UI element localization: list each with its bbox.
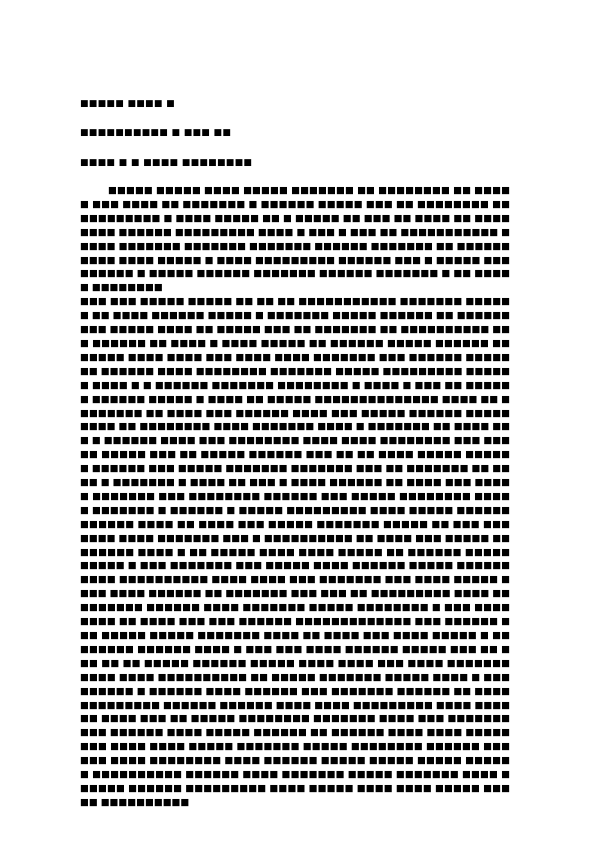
paragraph-2: ■■■ ■■■ ■■■■■ ■■■■■ ■■ ■■ ■■ ■■■■■■■■■■■ ■■■■■■■ ■■■■■■ ■■ ■■■■ ■■■■■■ ■■■■■ ■ ■■■■■■■ ■■■■■ ■■■■■■ ■■ ■■■■■■ ■■■ ■■■■■ ■■■■ ■■ ■■■■■ ■■■ ■■ ■■■■■■■ ■■ ■■■■■■■■■■ ■■■ ■■■■■■ ■■ ■■■■ ■ ■■■■ ■■■■■ ■■ ■■■■■■ ■■■■■ ■■■■■■ ■■■■■■■ ■■■■ ■■■■ ■■■ ■■■■ ■■■■ ■■■■■■■ ■■■ ■■■■■■ ■■■■■■■ ■■■■■■ ■■■■ ■■■■■■■■ ■■■■■■■ ■■■■■ ■■■■■■■■■ ■■■■■■ ■■■■ ■ ■ ■■■■■■ ■■■■■■■ ■■■■■■■■ ■ ■■■■ ■ ■■■ ■■ ■■■■■■ ■■■■■■ ■■■■■ ■ ■■■■ ■■ ■■■■■ ■■■■■■■■■■■■■■ ■■■■ ■■ ■ ■■■■■■■ ■■ ■■■■ ■■■ ■■■■■■ ■■■■ ■■■ ■■■■■ ■■■■■■ ■■■■■ ■■■■ ■■ ■■■■■■■■ ■■■■ ■■■■■■■ ■■■■ ■ ■■■■■■■ ■■ ■■■■ ■■■ ■ ■■■■■■ ■■■■ ■■■ ■■■■■■■■ ■■■■ ■■■■ ■■■■■■■■ ■■■ ■■■■■ ■■■■■ ■■■ ■■ ■■■■■ ■■■■■■ ■■■ ■■ ■■ ■■■■ ■■■■■ ■■■■■■ ■■■■■■ ■■■ ■■■■■ ■■■■■■■ ■■■■■■■ ■■■ ■■ ■■■■■■■ ■■ ■■■■ ■ ■■■■■■■ ■ ■■■■ ■■ ■■■ ■ ■■■■ ■■■■■■ ■■ ■■■■ ■■■ ■■■■■ ■■■■■■■ ■■■ ■■■■■■■■ ■■■■■■ ■■■ ■■■■■ ■■■■■■■■ ■■■■ ■ ■■■■■■■ ■ ■■■■■■ ■ ■■■■■ ■■■■■■■■■ ■■■■ ■■■■■ ■■■■■■ ■■■■■■ ■■■■ ■■ ■■■■ ■■■ ■■■■■ ■■■■■■■ ■■■■■ ■■ ■■■ ■■■ ■■■■ ■■■■ ■■■■■■■ ■■■ ■ ■■■■■■■■■■ ■■ ■■■■ ■■■ ■■■■■ ■■ ■■■■■■ ■■■■ ■ ■■ ■■■■■ ■■■■ ■■■■ ■■■■■ ■■ ■■■■■■ ■■■■■ ■■■■■ ■ ■■■ ■■■■■■■ ■■■ ■■■■■ ■■■■ ■■■■■■ ■■■■■ ■■■■■■ ■■■■ ■■■■■■■■■■ ■■■■ ■■■■ ■■■ ■■■■■■■ ■■■ ■■■■ ■■■■■ ■■■■ ■■■■ ■■■■■■ ■■ ■■■■■■■ ■■■ ■■■ ■■ ■■■■■■■■■ ■■■■ ■■■■■■■■■ ■■■■■■ ■■■■ ■■■■■■■ ■■■■■ ■■■■■■■■ ■ ■■■ ■■■■■■■■ ■■ ■■■■ ■■■ ■■■ ■■■■■■ ■■■■■■■■■■■■■ ■■■ ■■■■■■ ■■■ ■■■■■ ■■■■■ ■■■■■■■ ■■■■ ■■ ■■■■ ■■■ ■■■■ ■■■■■ ■ ■■■■■■■■ ■■■■■■ ■■■■ ■ ■■■ ■■■ ■■■■ ■■■■■■ ■■■■■ ■■■ ■■ ■■■ ■■ ■■ ■■■■■ ■■■■■■ ■■■■■ ■■■■ ■■■■ ■■■ ■■■■ ■■■■■■■ ■■■■ ■■■■ ■■■■■■■■■■ ■■ ■■■■■ ■■■■■■■ ■■■■■ ■■■■ ■ ■■■ ■■■■■■ ■ ■■■■■■ ■■■■ ■■■■■■ ■■■ ■■■■■■■ ■■■■■■ ■■ ■■■■ ■■■■■■■■■ ■■■■■■ ■■■■■■ ■■■■ ■■■■ ■■■■■■■■■ ■■■■ ■■■■■■ ■■■■ ■■■ ■■ ■■■■■ ■■■■■■■■ ■■■■■■■ ■■■■ ■■■ ■■■■■■■ ■■■ ■■■■■■ ■■■■ ■■■■■ ■■■■■■ ■■ ■■■■■■ ■■■■ ■■■■ ■■■■■■■■ ■■■■ ■■■■ ■■■■■ ■■■■■■■ ■■■■■ ■■■■■■■■ ■■■■■■ ■■■■■■ ■■■■ ■■■■■■■■ ■■■■ ■■■■■■ ■■■■■ ■■■■■ ■■■■■ ■■■■■■ ■■■■■■■■■■ ■■■■■■ ■■■■ ■■■■■■■ ■■■■■ ■■■■■■■ ■■■■ ■■■■■■ ■■■■■■ ■■■■■■■■■ ■■■■ ■■■■■ ■■■■ ■■■■ ■■■■■ ■■■■■ ■■■■■■■■■■ (80, 296, 510, 808)
header-line-2: ■■■■■■■■■■ ■ ■■■ ■■ (80, 128, 232, 138)
header-line-3: ■■■■ ■ ■ ■■■■ ■■■■■■■■ (80, 158, 253, 168)
header-line-1: ■■■■■ ■■■■ ■ (80, 99, 175, 109)
document-body (80, 184, 510, 808)
paragraph-1: ■■■■■ ■■■■■ ■■■■ ■■■■■ ■■■■■■■ ■■ ■■■■■■■■ ■■ ■■■■■ ■■■ ■■■■ ■■ ■■■■■■■ ■ ■■■■■■ ■■■■■ ■■■ ■■ ■■■■■■■■ ■■■■■■■■■■■ ■ ■■■■ ■■■■■ ■■ ■ ■■■■■ ■■ ■■■ ■■ ■■■■ ■■ ■■■■■■■■ ■■■■■■ ■■■■■■■■■ ■■■■ ■ ■■■ ■ ■■■ ■■ ■■■■■■■■■■■ ■■■■■ ■■■■■■■ ■■■■■■■ ■■■■■■■ ■■■■■■ ■■■■■■■ ■■ ■■■■■■■■■■ ■■■■ ■■■■■ ■ ■■■■ ■■■■■■■■■ ■■■■■■ ■■■ ■ ■■■■■ ■■■■■■■■■ ■ ■■■■■ ■■■■■■ ■■■■■■■ ■■■■■■ ■■■■■■■ ■ ■■ ■■■■■ ■■■■■■■■ (80, 185, 510, 294)
